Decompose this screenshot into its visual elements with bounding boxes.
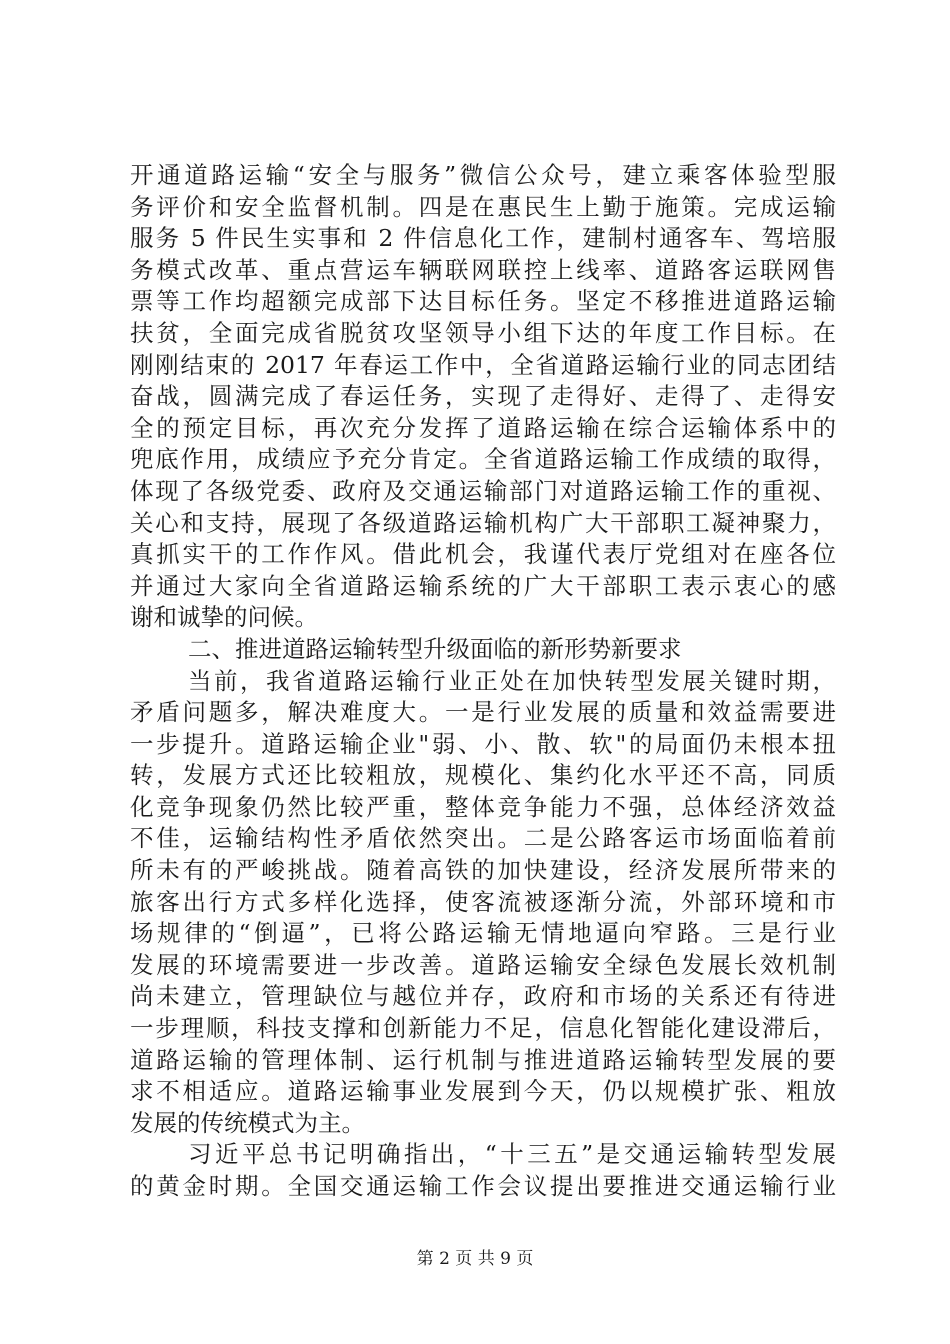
text-line: 一步提升。道路运输企业"弱、小、散、软"的局面仍未根本扭	[130, 729, 836, 758]
text-line: 场规律的“倒逼”，已将公路运输无情地逼向窄路。三是行业	[130, 919, 836, 948]
text-line: 所未有的严峻挑战。随着高铁的加快建设，经济发展所带来的	[130, 856, 836, 885]
text-line: 务评价和安全监督机制。四是在惠民生上勤于施策。完成运输	[130, 192, 836, 221]
text-line: 尚未建立，管理缺位与越位并存，政府和市场的关系还有待进	[130, 982, 836, 1011]
section-heading: 二、推进道路运输转型升级面临的新形势新要求	[188, 634, 682, 663]
text-line: 不佳，运输结构性矛盾依然突出。二是公路客运市场面临着前	[130, 824, 836, 853]
text-line: 真抓实干的工作作风。借此机会，我谨代表厅党组对在座各位	[130, 540, 836, 569]
text-line: 开通道路运输“安全与服务”微信公众号，建立乘客体验型服	[130, 161, 836, 189]
text-line: 关心和支持，展现了各级道路运输机构广大干部职工凝神聚力，	[130, 508, 836, 537]
text-line: 刚刚结束的 2017 年春运工作中，全省道路运输行业的同志团结	[130, 350, 836, 379]
text-line: 体现了各级党委、政府及交通运输部门对道路运输工作的重视、	[130, 476, 836, 505]
text-line: 务模式改革、重点营运车辆联网联控上线率、道路客运联网售	[130, 255, 836, 284]
page-footer: 第 2 页 共 9 页	[416, 1249, 534, 1269]
text-line: 全的预定目标，再次充分发挥了道路运输在综合运输体系中的	[130, 413, 836, 442]
text-line: 化竞争现象仍然比较严重，整体竞争能力不强，总体经济效益	[130, 792, 836, 821]
text-line: 求不相适应。道路运输事业发展到今天，仍以规模扩张、粗放	[130, 1077, 836, 1106]
text-line: 票等工作均超额完成部下达目标任务。坚定不移推进道路运输	[130, 287, 836, 316]
text-line: 服务 5 件民生实事和 2 件信息化工作，建制村通客车、驾培服	[130, 224, 836, 253]
text-line: 旅客出行方式多样化选择，使客流被逐渐分流，外部环境和市	[130, 887, 836, 916]
text-line: 并通过大家向全省道路运输系统的广大干部职工表示衷心的感	[130, 571, 836, 600]
text-line: 谢和诚挚的问候。	[130, 603, 318, 632]
text-line: 矛盾问题多，解决难度大。一是行业发展的质量和效益需要进	[130, 698, 836, 727]
text-line: 奋战，圆满完成了春运任务，实现了走得好、走得了、走得安	[130, 382, 836, 411]
text-line: 扶贫，全面完成省脱贫攻坚领导小组下达的年度工作目标。在	[130, 318, 836, 347]
text-line: 兜底作用，成绩应予充分肯定。全省道路运输工作成绩的取得，	[130, 445, 836, 474]
text-line: 当前，我省道路运输行业正处在加快转型发展关键时期，	[188, 666, 836, 695]
text-line: 的黄金时期。全国交通运输工作会议提出要推进交通运输行业	[130, 1172, 836, 1200]
text-line: 发展的传统模式为主。	[130, 1108, 365, 1137]
text-line: 转，发展方式还比较粗放，规模化、集约化水平还不高，同质	[130, 761, 836, 790]
text-line: 一步理顺，科技支撑和创新能力不足，信息化智能化建设滞后，	[130, 1014, 836, 1043]
text-line: 习近平总书记明确指出，“十三五”是交通运输转型发展	[188, 1140, 836, 1169]
body-text	[130, 160, 836, 1203]
text-line: 道路运输的管理体制、运行机制与推进道路运输转型发展的要	[130, 1045, 836, 1074]
text-line: 发展的环境需要进一步改善。道路运输安全绿色发展长效机制	[130, 950, 836, 979]
